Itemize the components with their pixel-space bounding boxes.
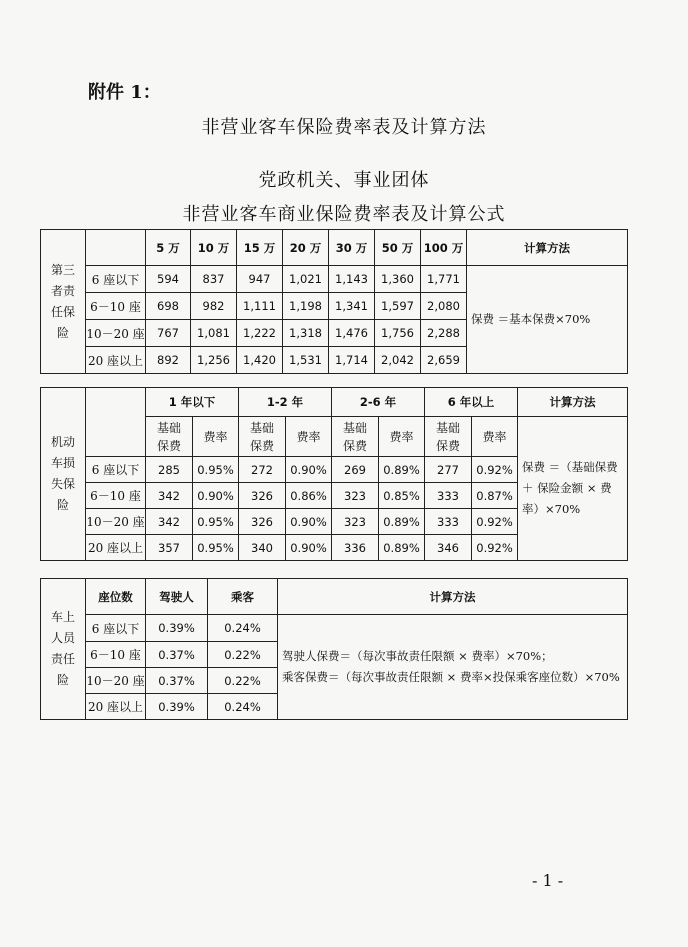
table-cell: 0.89% — [379, 457, 425, 483]
column-header: 15 万 — [237, 230, 283, 266]
blank-header-cell — [86, 230, 146, 266]
row-header-third-party: 第三者责任保险 — [41, 230, 86, 374]
table-cell: 326 — [239, 509, 286, 535]
seat-label: 20 座以上 — [86, 347, 146, 374]
attachment-label: 附件 1： — [88, 82, 161, 103]
table-cell: 2,042 — [375, 347, 421, 374]
table-cell: 1,081 — [191, 320, 237, 347]
seat-label: 6 座以下 — [86, 457, 146, 483]
seat-label: 6 座以下 — [86, 266, 146, 293]
group-header: 1-2 年 — [239, 388, 332, 417]
table-cell: 1,222 — [237, 320, 283, 347]
sub-header: 基础保费 — [332, 417, 379, 457]
table-cell: 1,341 — [329, 293, 375, 320]
table-cell: 0.22% — [208, 668, 278, 694]
table-cell: 0.39% — [146, 694, 208, 720]
row-header-passenger-liability: 车上人员责任险 — [41, 579, 86, 720]
table-cell: 698 — [146, 293, 191, 320]
table-cell: 1,021 — [283, 266, 329, 293]
table-cell: 1,360 — [375, 266, 421, 293]
method-header: 计算方法 — [467, 230, 628, 266]
third-party-liability-table — [40, 229, 628, 374]
subtitle-line2: 非营业客车商业保险费率表及计算公式 — [182, 204, 506, 225]
table-cell: 1,143 — [329, 266, 375, 293]
table-cell: 285 — [146, 457, 193, 483]
seat-label: 6－10 座 — [86, 642, 146, 668]
table-cell: 326 — [239, 483, 286, 509]
seat-label: 6－10 座 — [86, 293, 146, 320]
blank-header-cell — [86, 388, 146, 457]
method-text: 保费 ＝基本保费×70% — [467, 266, 628, 374]
column-header: 50 万 — [375, 230, 421, 266]
seat-label: 10－20 座 — [86, 509, 146, 535]
method-line: 乘客保费＝（每次事故责任限额 × 费率×投保乘客座位数）×70% — [282, 670, 620, 684]
column-header: 5 万 — [146, 230, 191, 266]
column-header: 20 万 — [283, 230, 329, 266]
table-cell: 323 — [332, 509, 379, 535]
table-cell: 767 — [146, 320, 191, 347]
seat-label: 6－10 座 — [86, 483, 146, 509]
table-cell: 1,420 — [237, 347, 283, 374]
method-text — [278, 615, 628, 720]
column-header: 10 万 — [191, 230, 237, 266]
column-header: 30 万 — [329, 230, 375, 266]
table-cell: 0.92% — [472, 457, 518, 483]
row-header-vehicle-damage: 机动车损失保险 — [41, 388, 86, 561]
table-cell: 0.92% — [472, 535, 518, 561]
table-cell: 1,111 — [237, 293, 283, 320]
table-cell: 1,198 — [283, 293, 329, 320]
table-cell: 342 — [146, 483, 193, 509]
table-cell: 1,256 — [191, 347, 237, 374]
seat-label: 10－20 座 — [86, 668, 146, 694]
table-cell: 0.95% — [193, 535, 239, 561]
table-cell: 2,659 — [421, 347, 467, 374]
table-cell: 357 — [146, 535, 193, 561]
sub-header: 费率 — [193, 417, 239, 457]
table-cell: 272 — [239, 457, 286, 483]
group-header: 6 年以上 — [425, 388, 518, 417]
method-header: 计算方法 — [518, 388, 628, 417]
table-cell: 0.90% — [286, 509, 332, 535]
table-cell: 0.37% — [146, 642, 208, 668]
seat-label: 20 座以上 — [86, 535, 146, 561]
page-number: - 1 - — [532, 871, 564, 890]
table-cell: 1,714 — [329, 347, 375, 374]
table-cell: 1,771 — [421, 266, 467, 293]
method-text: 保费 ＝（基础保费 ＋ 保险金额 × 费率）×70% — [518, 417, 628, 561]
seat-label: 10－20 座 — [86, 320, 146, 347]
passenger-liability-table — [40, 578, 628, 720]
group-header: 1 年以下 — [146, 388, 239, 417]
table-cell: 0.89% — [379, 535, 425, 561]
table-cell: 0.24% — [208, 615, 278, 642]
table-cell: 1,597 — [375, 293, 421, 320]
table-cell: 1,318 — [283, 320, 329, 347]
table-cell: 277 — [425, 457, 472, 483]
table-cell: 0.89% — [379, 509, 425, 535]
table-cell: 0.86% — [286, 483, 332, 509]
table-cell: 0.90% — [286, 457, 332, 483]
column-header: 座位数 — [86, 579, 146, 615]
table-cell: 947 — [237, 266, 283, 293]
vehicle-damage-table — [40, 387, 628, 561]
table-cell: 1,531 — [283, 347, 329, 374]
method-header: 计算方法 — [278, 579, 628, 615]
table-cell: 0.39% — [146, 615, 208, 642]
column-header: 100 万 — [421, 230, 467, 266]
sub-header: 基础保费 — [239, 417, 286, 457]
table-cell: 837 — [191, 266, 237, 293]
sub-header: 基础保费 — [146, 417, 193, 457]
table-cell: 1,756 — [375, 320, 421, 347]
sub-header: 费率 — [286, 417, 332, 457]
table-cell: 342 — [146, 509, 193, 535]
table-cell: 982 — [191, 293, 237, 320]
sub-header: 费率 — [472, 417, 518, 457]
table-cell: 0.95% — [193, 509, 239, 535]
method-line: 驾驶人保费＝（每次事故责任限额 × 费率）×70%； — [282, 649, 553, 663]
table-cell: 0.22% — [208, 642, 278, 668]
column-header: 驾驶人 — [146, 579, 208, 615]
table-cell: 2,288 — [421, 320, 467, 347]
document-title: 非营业客车保险费率表及计算方法 — [201, 117, 487, 138]
table-cell: 336 — [332, 535, 379, 561]
table-cell: 2,080 — [421, 293, 467, 320]
table-cell: 0.95% — [193, 457, 239, 483]
seat-label: 6 座以下 — [86, 615, 146, 642]
table-cell: 594 — [146, 266, 191, 293]
table-cell: 1,476 — [329, 320, 375, 347]
table-cell: 346 — [425, 535, 472, 561]
column-header: 乘客 — [208, 579, 278, 615]
table-cell: 0.90% — [193, 483, 239, 509]
table-cell: 0.37% — [146, 668, 208, 694]
sub-header: 费率 — [379, 417, 425, 457]
table-cell: 0.85% — [379, 483, 425, 509]
subtitle-line1: 党政机关、事业团体 — [258, 170, 430, 191]
table-cell: 0.90% — [286, 535, 332, 561]
table-cell: 340 — [239, 535, 286, 561]
table-cell: 333 — [425, 483, 472, 509]
table-cell: 0.92% — [472, 509, 518, 535]
group-header: 2-6 年 — [332, 388, 425, 417]
table-cell: 0.87% — [472, 483, 518, 509]
table-cell: 333 — [425, 509, 472, 535]
table-cell: 269 — [332, 457, 379, 483]
table-cell: 323 — [332, 483, 379, 509]
seat-label: 20 座以上 — [86, 694, 146, 720]
sub-header: 基础保费 — [425, 417, 472, 457]
table-cell: 0.24% — [208, 694, 278, 720]
table-cell: 892 — [146, 347, 191, 374]
